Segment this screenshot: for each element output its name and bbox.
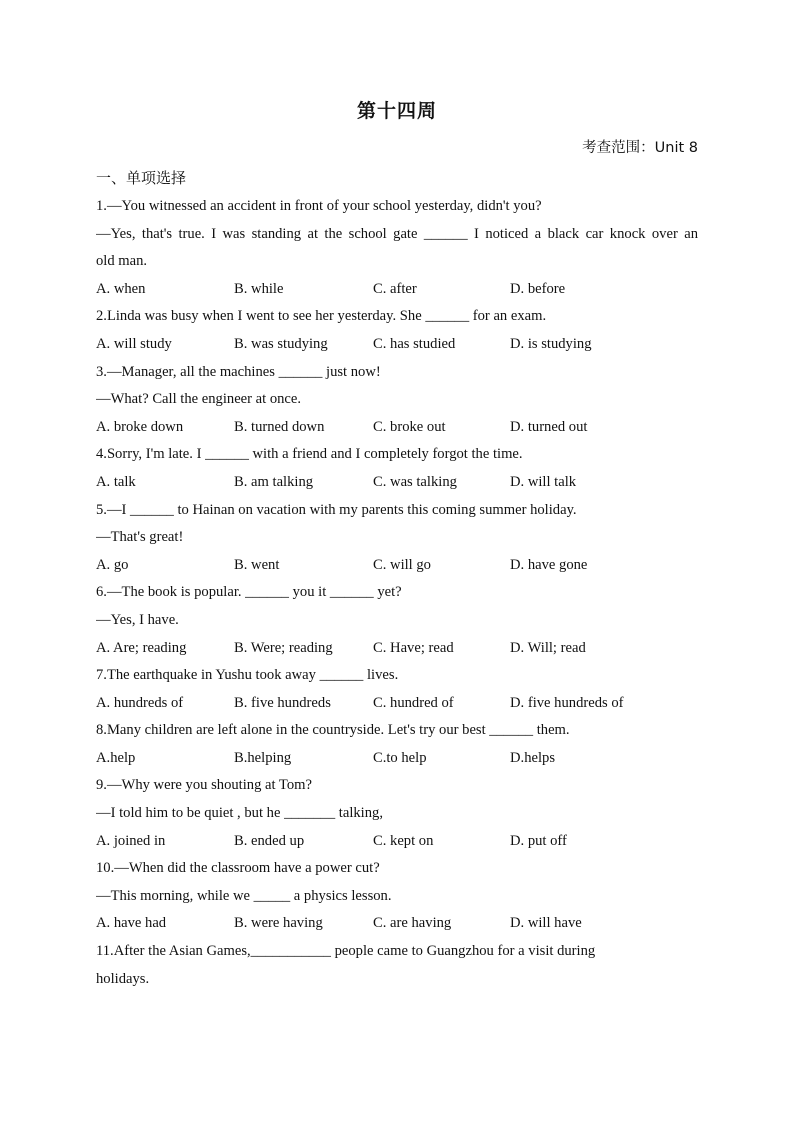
- question-stem: old man.: [96, 253, 148, 270]
- option-b[interactable]: B. went: [234, 556, 280, 573]
- option-a[interactable]: A. have had: [96, 915, 167, 932]
- option-b[interactable]: B.helping: [234, 749, 292, 766]
- option-a[interactable]: A. joined in: [96, 832, 166, 849]
- question-stem: 10.—When did the classroom have a power cut?: [96, 860, 380, 877]
- question-stem: —This morning, while we _____ a physics lesson.: [96, 887, 392, 904]
- question-stem: 6.—The book is popular. ______ you it ______ yet?: [96, 584, 402, 601]
- question-stem: 2.Linda was busy when I went to see her yesterday. She ______ for an exam.: [96, 308, 547, 325]
- option-c[interactable]: C. after: [373, 280, 417, 297]
- exam-scope: 考查范围：Unit 8: [582, 140, 698, 156]
- question-stem: 5.—I ______ to Hainan on vacation with my parents this coming summer holiday.: [96, 501, 577, 518]
- option-a[interactable]: A. talk: [96, 473, 136, 490]
- option-d[interactable]: D.helps: [510, 749, 555, 766]
- question-stem: 11.After the Asian Games,___________ people came to Guangzhou for a visit during: [96, 943, 596, 960]
- option-d[interactable]: D. will talk: [510, 473, 577, 490]
- question-stem: —What? Call the engineer at once.: [96, 391, 302, 408]
- section-heading: 一、单项选择: [96, 169, 187, 187]
- option-a[interactable]: A. will study: [96, 335, 172, 352]
- question-list: [96, 193, 698, 993]
- question-stem: 3.—Manager, all the machines ______ just now!: [96, 363, 381, 380]
- option-d[interactable]: D. put off: [510, 832, 567, 849]
- answer-options: [96, 690, 698, 718]
- option-c[interactable]: C. has studied: [373, 335, 456, 352]
- question-stem: —Yes, that's true. I was standing at the school gate ______ I noticed a black car knock over an: [96, 225, 698, 242]
- answer-options: [96, 745, 698, 773]
- question-stem: 7.The earthquake in Yushu took away ______ lives.: [96, 667, 399, 684]
- question-stem: 4.Sorry, I'm late. I ______ with a friend and I completely forgot the time.: [96, 446, 523, 463]
- option-b[interactable]: B. ended up: [234, 832, 305, 849]
- option-c[interactable]: C. hundred of: [373, 694, 454, 711]
- option-c[interactable]: C. are having: [373, 915, 452, 932]
- answer-options: [96, 828, 698, 856]
- option-d[interactable]: D. five hundreds of: [510, 694, 624, 711]
- option-d[interactable]: D. have gone: [510, 556, 588, 573]
- question-stem: 9.—Why were you shouting at Tom?: [96, 777, 312, 794]
- question-stem: holidays.: [96, 970, 150, 987]
- option-a[interactable]: A. when: [96, 280, 146, 297]
- answer-options: [96, 552, 698, 580]
- answer-options: [96, 635, 698, 663]
- option-c[interactable]: C. will go: [373, 556, 431, 573]
- option-c[interactable]: C. was talking: [373, 473, 457, 490]
- answer-options: [96, 414, 698, 442]
- option-b[interactable]: B. while: [234, 280, 284, 297]
- question-stem: 8.Many children are left alone in the countryside. Let's try our best ______ them.: [96, 722, 570, 739]
- option-b[interactable]: B. am talking: [234, 473, 314, 490]
- page-title: 第十四周: [356, 100, 437, 122]
- answer-options: [96, 469, 698, 497]
- option-d[interactable]: D. turned out: [510, 418, 588, 435]
- option-c[interactable]: C. Have; read: [373, 639, 454, 656]
- answer-options: [96, 331, 698, 359]
- option-a[interactable]: A.help: [96, 749, 136, 766]
- option-a[interactable]: A. broke down: [96, 418, 184, 435]
- option-d[interactable]: D. is studying: [510, 335, 592, 352]
- answer-options: [96, 276, 698, 304]
- option-b[interactable]: B. turned down: [234, 418, 325, 435]
- option-d[interactable]: D. before: [510, 280, 566, 297]
- option-a[interactable]: A. go: [96, 556, 129, 573]
- question-stem: —I told him to be quiet , but he _______ talking,: [96, 805, 383, 822]
- option-c[interactable]: C. broke out: [373, 418, 446, 435]
- option-c[interactable]: C.to help: [373, 749, 427, 766]
- option-a[interactable]: A. Are; reading: [96, 639, 187, 656]
- option-d[interactable]: D. Will; read: [510, 639, 586, 656]
- option-b[interactable]: B. Were; reading: [234, 639, 333, 656]
- option-b[interactable]: B. was studying: [234, 335, 328, 352]
- question-stem: —Yes, I have.: [96, 611, 179, 628]
- answer-options: [96, 910, 698, 938]
- option-a[interactable]: A. hundreds of: [96, 694, 184, 711]
- question-stem: —That's great!: [96, 529, 184, 546]
- question-stem: 1.—You witnessed an accident in front of your school yesterday, didn't you?: [96, 198, 542, 214]
- option-c[interactable]: C. kept on: [373, 832, 434, 849]
- option-b[interactable]: B. five hundreds: [234, 694, 331, 711]
- option-d[interactable]: D. will have: [510, 915, 582, 932]
- option-b[interactable]: B. were having: [234, 915, 323, 932]
